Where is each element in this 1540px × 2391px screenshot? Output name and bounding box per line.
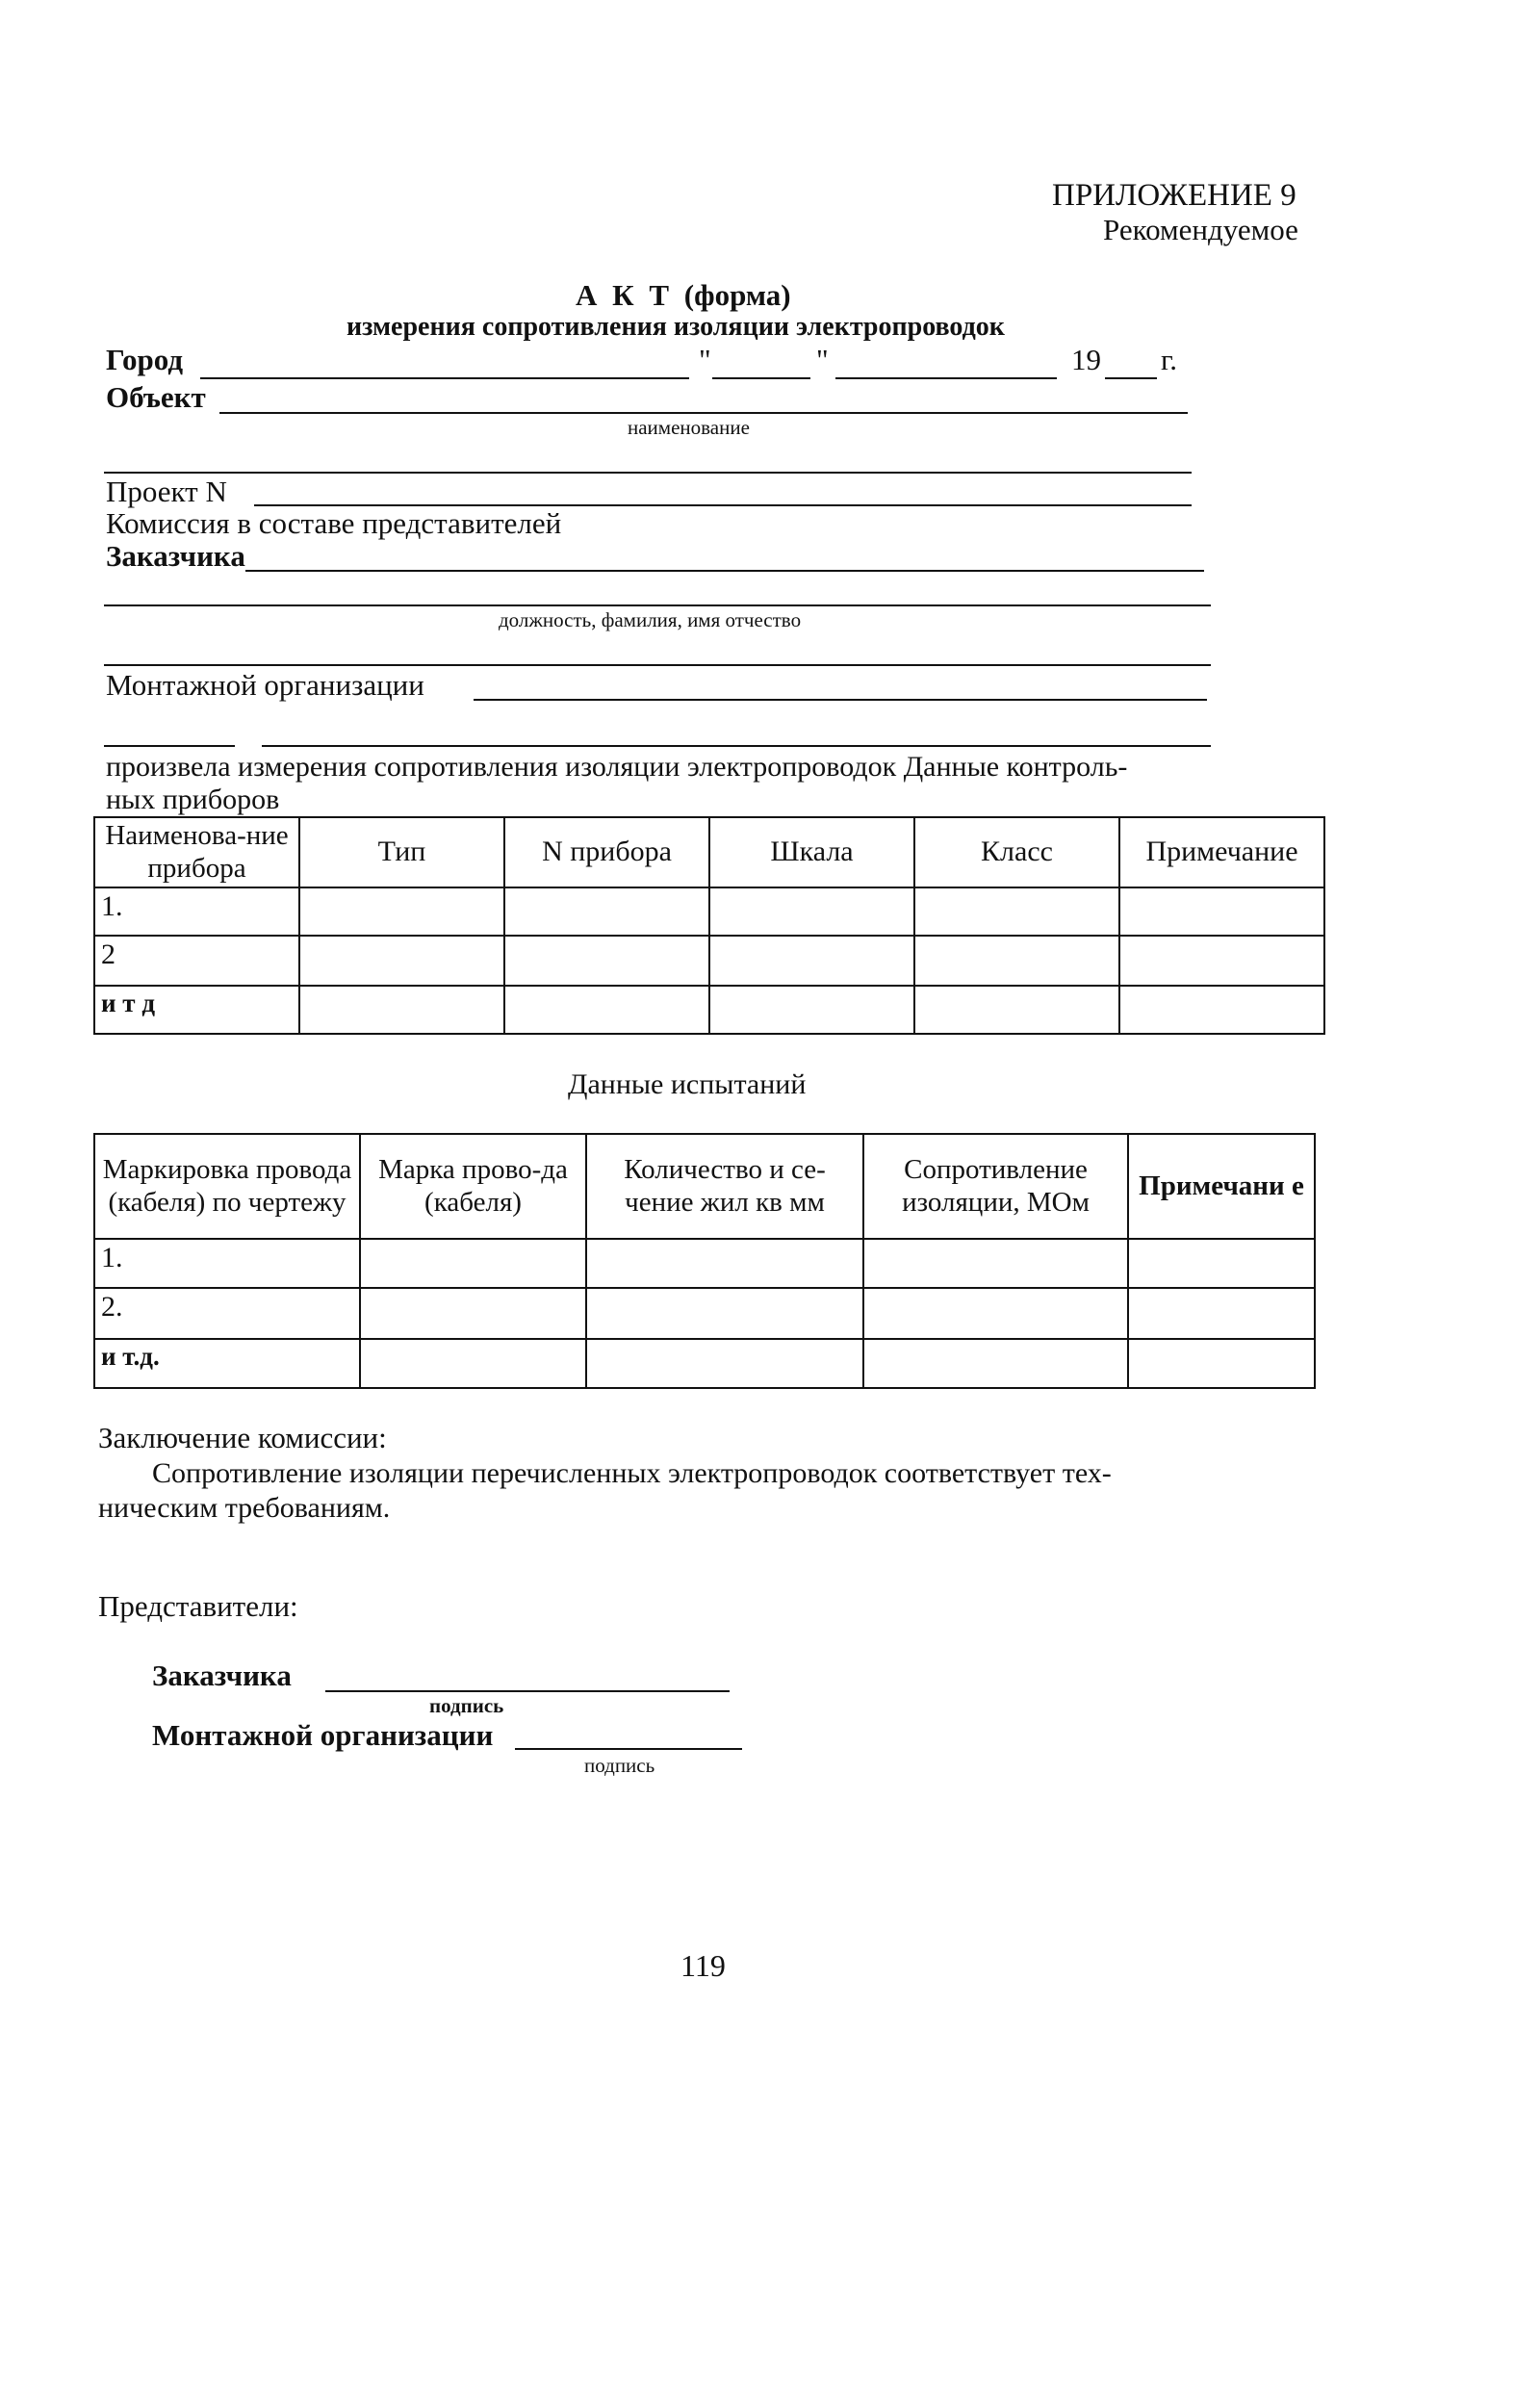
table-cell[interactable]	[914, 887, 1119, 936]
page-number: 119	[680, 1948, 726, 1983]
performed-text-line-1: произвела измерения сопротивления изоляции электропроводок Данные контроль-	[106, 751, 1128, 783]
installer-rep-label: Монтажной организации	[106, 668, 424, 702]
installer-signature-line[interactable]	[515, 1748, 742, 1750]
customer-signature-label: Заказчика	[152, 1658, 292, 1692]
customer-rep-field-line[interactable]	[245, 570, 1204, 572]
conclusion-label: Заключение комиссии:	[98, 1421, 387, 1454]
city-field-line[interactable]	[200, 377, 689, 379]
table-cell[interactable]	[863, 1239, 1128, 1288]
table-cell[interactable]	[1119, 936, 1324, 986]
test-row-label: и т.д.	[94, 1339, 360, 1388]
object-field-line[interactable]	[219, 412, 1188, 414]
person-extra-line[interactable]	[104, 664, 1211, 666]
test-header-cores: Количество и се-чение жил кв мм	[586, 1134, 863, 1239]
act-subtitle: измерения сопротивления изоляции электропроводок	[346, 312, 1005, 342]
object-caption: наименование	[628, 416, 750, 439]
customer-signature-caption: подпись	[429, 1694, 504, 1717]
project-label: Проект N	[106, 475, 227, 508]
city-label: Город	[106, 343, 184, 376]
table-cell[interactable]	[360, 1339, 586, 1388]
test-row-label: 2.	[94, 1288, 360, 1339]
instruments-table	[93, 816, 1325, 1035]
test-header-brand: Марка прово-да (кабеля)	[360, 1134, 586, 1239]
test-section-title: Данные испытаний	[568, 1068, 807, 1100]
table-row	[94, 1239, 1315, 1288]
representatives-label: Представители:	[98, 1589, 298, 1623]
year-prefix: 19	[1071, 343, 1101, 376]
quote-open: "	[699, 343, 711, 376]
table-cell[interactable]	[1128, 1339, 1315, 1388]
installer-rep-field-line[interactable]	[474, 699, 1207, 701]
table-cell[interactable]	[504, 936, 709, 986]
instruments-header-type: Тип	[299, 817, 504, 887]
table-row	[94, 1288, 1315, 1339]
object-label: Объект	[106, 380, 206, 414]
act-title: А К Т (форма)	[576, 278, 791, 312]
test-header-row	[94, 1134, 1315, 1239]
installer-extra-line-b[interactable]	[262, 745, 1211, 747]
table-cell[interactable]	[299, 936, 504, 986]
table-row	[94, 887, 1324, 936]
commission-label: Комиссия в составе представителей	[106, 506, 562, 540]
performed-text-line-2: ных приборов	[106, 784, 280, 815]
instruments-row-label: и т д	[94, 986, 299, 1034]
customer-rep-label: Заказчика	[106, 539, 245, 573]
table-cell[interactable]	[586, 1339, 863, 1388]
test-header-note: Примечани е	[1128, 1134, 1315, 1239]
month-field-line[interactable]	[835, 377, 1057, 379]
table-cell[interactable]	[504, 986, 709, 1034]
table-cell[interactable]	[360, 1288, 586, 1339]
year-suffix: г.	[1161, 343, 1177, 376]
table-cell[interactable]	[360, 1239, 586, 1288]
table-cell[interactable]	[709, 986, 914, 1034]
instruments-header-note: Примечание	[1119, 817, 1324, 887]
table-cell[interactable]	[1128, 1239, 1315, 1288]
table-cell[interactable]	[586, 1239, 863, 1288]
table-row	[94, 1339, 1315, 1388]
quote-close: "	[816, 343, 829, 376]
instruments-header-class: Класс	[914, 817, 1119, 887]
instruments-row-label: 2	[94, 936, 299, 986]
test-table	[93, 1133, 1316, 1389]
table-cell[interactable]	[299, 887, 504, 936]
test-row-label: 1.	[94, 1239, 360, 1288]
recommended-label: Рекомендуемое	[1103, 213, 1298, 246]
instruments-header-row	[94, 817, 1324, 887]
table-cell[interactable]	[1128, 1288, 1315, 1339]
table-cell[interactable]	[1119, 986, 1324, 1034]
table-cell[interactable]	[1119, 887, 1324, 936]
customer-signature-line[interactable]	[325, 1690, 730, 1692]
table-cell[interactable]	[914, 986, 1119, 1034]
table-cell[interactable]	[709, 887, 914, 936]
table-cell[interactable]	[914, 936, 1119, 986]
installer-signature-label: Монтажной организации	[152, 1718, 494, 1752]
test-header-resistance: Сопротивление изоляции, МОм	[863, 1134, 1128, 1239]
conclusion-text-line-2: ническим требованиям.	[98, 1492, 391, 1524]
table-cell[interactable]	[709, 936, 914, 986]
table-cell[interactable]	[299, 986, 504, 1034]
customer-rep-extra-line[interactable]	[104, 604, 1211, 606]
table-cell[interactable]	[504, 887, 709, 936]
instruments-header-scale: Шкала	[709, 817, 914, 887]
table-cell[interactable]	[863, 1288, 1128, 1339]
appendix-heading: ПРИЛОЖЕНИЕ 9	[1052, 178, 1296, 213]
object-extra-line[interactable]	[104, 472, 1192, 474]
person-caption: должность, фамилия, имя отчество	[499, 608, 802, 631]
instruments-header-number: N прибора	[504, 817, 709, 887]
day-field-line[interactable]	[712, 377, 810, 379]
table-row	[94, 986, 1324, 1034]
instruments-header-name: Наименова-ние прибора	[94, 817, 299, 887]
table-cell[interactable]	[586, 1288, 863, 1339]
table-row	[94, 936, 1324, 986]
test-header-marking: Маркировка провода (кабеля) по чертежу	[94, 1134, 360, 1239]
table-cell[interactable]	[863, 1339, 1128, 1388]
conclusion-text-line-1: Сопротивление изоляции перечисленных электропроводок соответствует тех-	[152, 1457, 1112, 1489]
year-field-line[interactable]	[1105, 377, 1157, 379]
instruments-row-label: 1.	[94, 887, 299, 936]
installer-signature-caption: подпись	[584, 1754, 655, 1777]
installer-extra-line-a[interactable]	[104, 745, 235, 747]
